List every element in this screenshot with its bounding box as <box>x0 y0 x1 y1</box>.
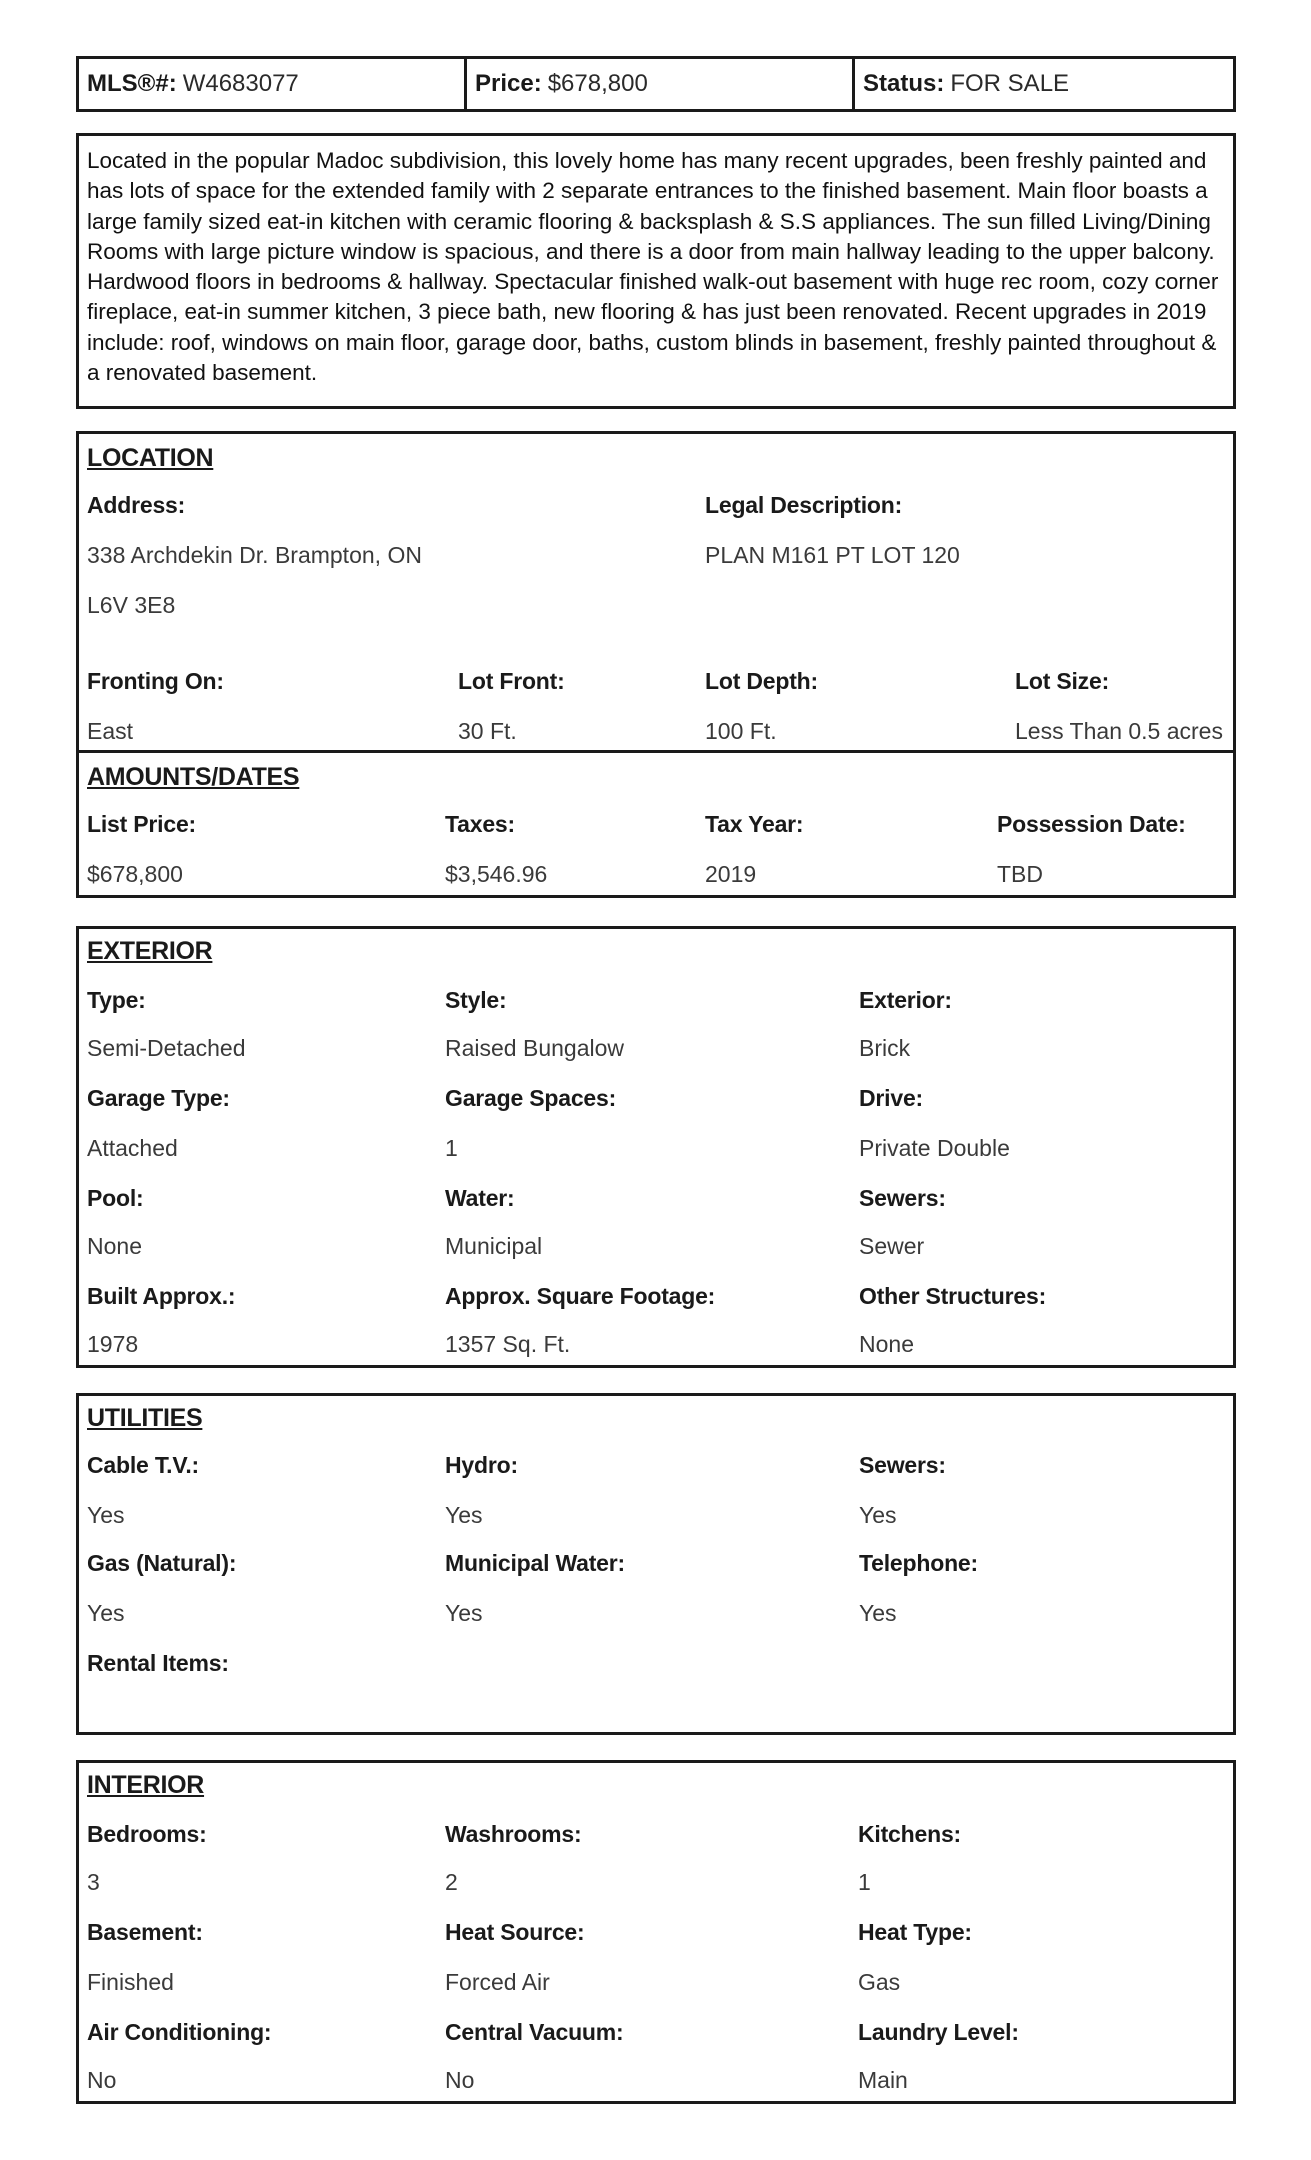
garage-type-value: Attached <box>87 1135 178 1161</box>
tax-year-label: Tax Year: <box>705 811 804 837</box>
built-label: Built Approx.: <box>87 1283 236 1309</box>
type-label: Type: <box>87 987 146 1013</box>
fronting-label: Fronting On: <box>87 668 224 694</box>
basement-value: Finished <box>87 1969 174 1995</box>
status-cell <box>855 59 1233 109</box>
sqft-value: 1357 Sq. Ft. <box>445 1331 571 1357</box>
list-price-value: $678,800 <box>87 861 183 887</box>
possession-value: TBD <box>997 861 1043 887</box>
other-structures-label: Other Structures: <box>859 1283 1047 1309</box>
lot-depth-label: Lot Depth: <box>705 668 818 694</box>
mls-label: MLS®#: <box>87 70 177 97</box>
municipal-water-label: Municipal Water: <box>445 1550 625 1576</box>
other-structures-value: None <box>859 1331 914 1357</box>
sewers-value: Sewer <box>859 1233 925 1259</box>
telephone-value: Yes <box>859 1600 897 1626</box>
cable-label: Cable T.V.: <box>87 1452 199 1478</box>
water-value: Municipal <box>445 1233 543 1259</box>
washrooms-value: 2 <box>445 1869 458 1895</box>
lot-depth-value: 100 Ft. <box>705 718 777 744</box>
lot-front-label: Lot Front: <box>458 668 565 694</box>
location-title: LOCATION <box>87 444 214 472</box>
garage-spaces-value: 1 <box>445 1135 458 1161</box>
price-cell <box>467 59 855 109</box>
mls-cell <box>79 59 467 109</box>
fronting-value: East <box>87 718 134 744</box>
cable-value: Yes <box>87 1502 125 1528</box>
lot-size-value: Less Than 0.5 acres <box>1015 718 1223 744</box>
sewers-label: Sewers: <box>859 1185 946 1211</box>
basement-label: Basement: <box>87 1919 203 1945</box>
status-value: FOR SALE <box>950 70 1070 97</box>
status-label: Status: <box>863 70 945 97</box>
air-conditioning-label: Air Conditioning: <box>87 2019 272 2045</box>
tax-year-value: 2019 <box>705 861 757 887</box>
bedrooms-label: Bedrooms: <box>87 1821 207 1847</box>
rental-items-label: Rental Items: <box>87 1650 229 1676</box>
sqft-label: Approx. Square Footage: <box>445 1283 716 1309</box>
central-vacuum-value: No <box>445 2067 475 2093</box>
central-vacuum-label: Central Vacuum: <box>445 2019 624 2045</box>
gas-value: Yes <box>87 1600 125 1626</box>
kitchens-value: 1 <box>858 1869 871 1895</box>
washrooms-label: Washrooms: <box>445 1821 582 1847</box>
drive-value: Private Double <box>859 1135 1010 1161</box>
pool-label: Pool: <box>87 1185 144 1211</box>
hydro-value: Yes <box>445 1502 483 1528</box>
interior-section <box>76 1760 1236 2104</box>
style-label: Style: <box>445 987 507 1013</box>
exterior-section <box>76 926 1236 1368</box>
address-label: Address: <box>87 492 186 518</box>
mls-value: W4683077 <box>182 70 299 97</box>
taxes-label: Taxes: <box>445 811 515 837</box>
amounts-section <box>76 750 1236 898</box>
amounts-title: AMOUNTS/DATES <box>87 763 300 791</box>
lot-front-value: 30 Ft. <box>458 718 517 744</box>
location-section <box>76 431 1236 753</box>
price-label: Price: <box>475 70 542 97</box>
built-value: 1978 <box>87 1331 139 1357</box>
drive-label: Drive: <box>859 1085 923 1111</box>
heat-type-value: Gas <box>858 1969 901 1995</box>
garage-spaces-label: Garage Spaces: <box>445 1085 617 1111</box>
hydro-label: Hydro: <box>445 1452 518 1478</box>
air-conditioning-value: No <box>87 2067 117 2093</box>
list-price-label: List Price: <box>87 811 197 837</box>
utility-sewers-value: Yes <box>859 1502 897 1528</box>
description-box <box>76 133 1236 409</box>
legal-label: Legal Description: <box>705 492 903 518</box>
heat-source-label: Heat Source: <box>445 1919 585 1945</box>
kitchens-label: Kitchens: <box>858 1821 961 1847</box>
interior-title: INTERIOR <box>87 1771 205 1799</box>
heat-source-value: Forced Air <box>445 1969 550 1995</box>
heat-type-label: Heat Type: <box>858 1919 972 1945</box>
gas-label: Gas (Natural): <box>87 1550 237 1576</box>
garage-type-label: Garage Type: <box>87 1085 230 1111</box>
style-value: Raised Bungalow <box>445 1035 625 1061</box>
laundry-level-value: Main <box>858 2067 908 2093</box>
utilities-section <box>76 1393 1236 1735</box>
exterior-title: EXTERIOR <box>87 937 213 965</box>
laundry-level-label: Laundry Level: <box>858 2019 1019 2045</box>
type-value: Semi-Detached <box>87 1035 246 1061</box>
legal-value: PLAN M161 PT LOT 120 <box>705 542 960 568</box>
possession-label: Possession Date: <box>997 811 1186 837</box>
address-line2: L6V 3E8 <box>87 592 176 618</box>
exterior-value: Brick <box>859 1035 911 1061</box>
utilities-title: UTILITIES <box>87 1404 203 1432</box>
listing-header <box>76 56 1236 112</box>
pool-value: None <box>87 1233 142 1259</box>
property-description: Located in the popular Madoc subdivision, this lovely home has many recent upgrades, been freshly painted and has lots of space for the extended family with 2 separate entrances to the finished basement. Main floor boasts a large family sized eat-in kitchen with ceramic flooring & backsplash & S.S appliances. The sun filled Living/Dining Rooms with large picture window is spacious, and there is a door from main hallway leading to the upper balcony. Hardwood floors in bedrooms & hallway. Spectacular finished walk-out basement with huge rec room, cozy corner fireplace, eat-in summer kitchen, 3 piece bath, new flooring & has just been renovated. Recent upgrades in 2019 include: roof, windows on main floor, garage door, baths, custom blinds in basement, freshly painted throughout & a renovated basement. <box>87 148 1219 386</box>
municipal-water-value: Yes <box>445 1600 483 1626</box>
water-label: Water: <box>445 1185 515 1211</box>
address-line1: 338 Archdekin Dr. Brampton, ON <box>87 542 422 568</box>
price-value: $678,800 <box>547 70 648 97</box>
exterior-label: Exterior: <box>859 987 952 1013</box>
telephone-label: Telephone: <box>859 1550 978 1576</box>
bedrooms-value: 3 <box>87 1869 100 1895</box>
utility-sewers-label: Sewers: <box>859 1452 946 1478</box>
lot-size-label: Lot Size: <box>1015 668 1110 694</box>
taxes-value: $3,546.96 <box>445 861 548 887</box>
